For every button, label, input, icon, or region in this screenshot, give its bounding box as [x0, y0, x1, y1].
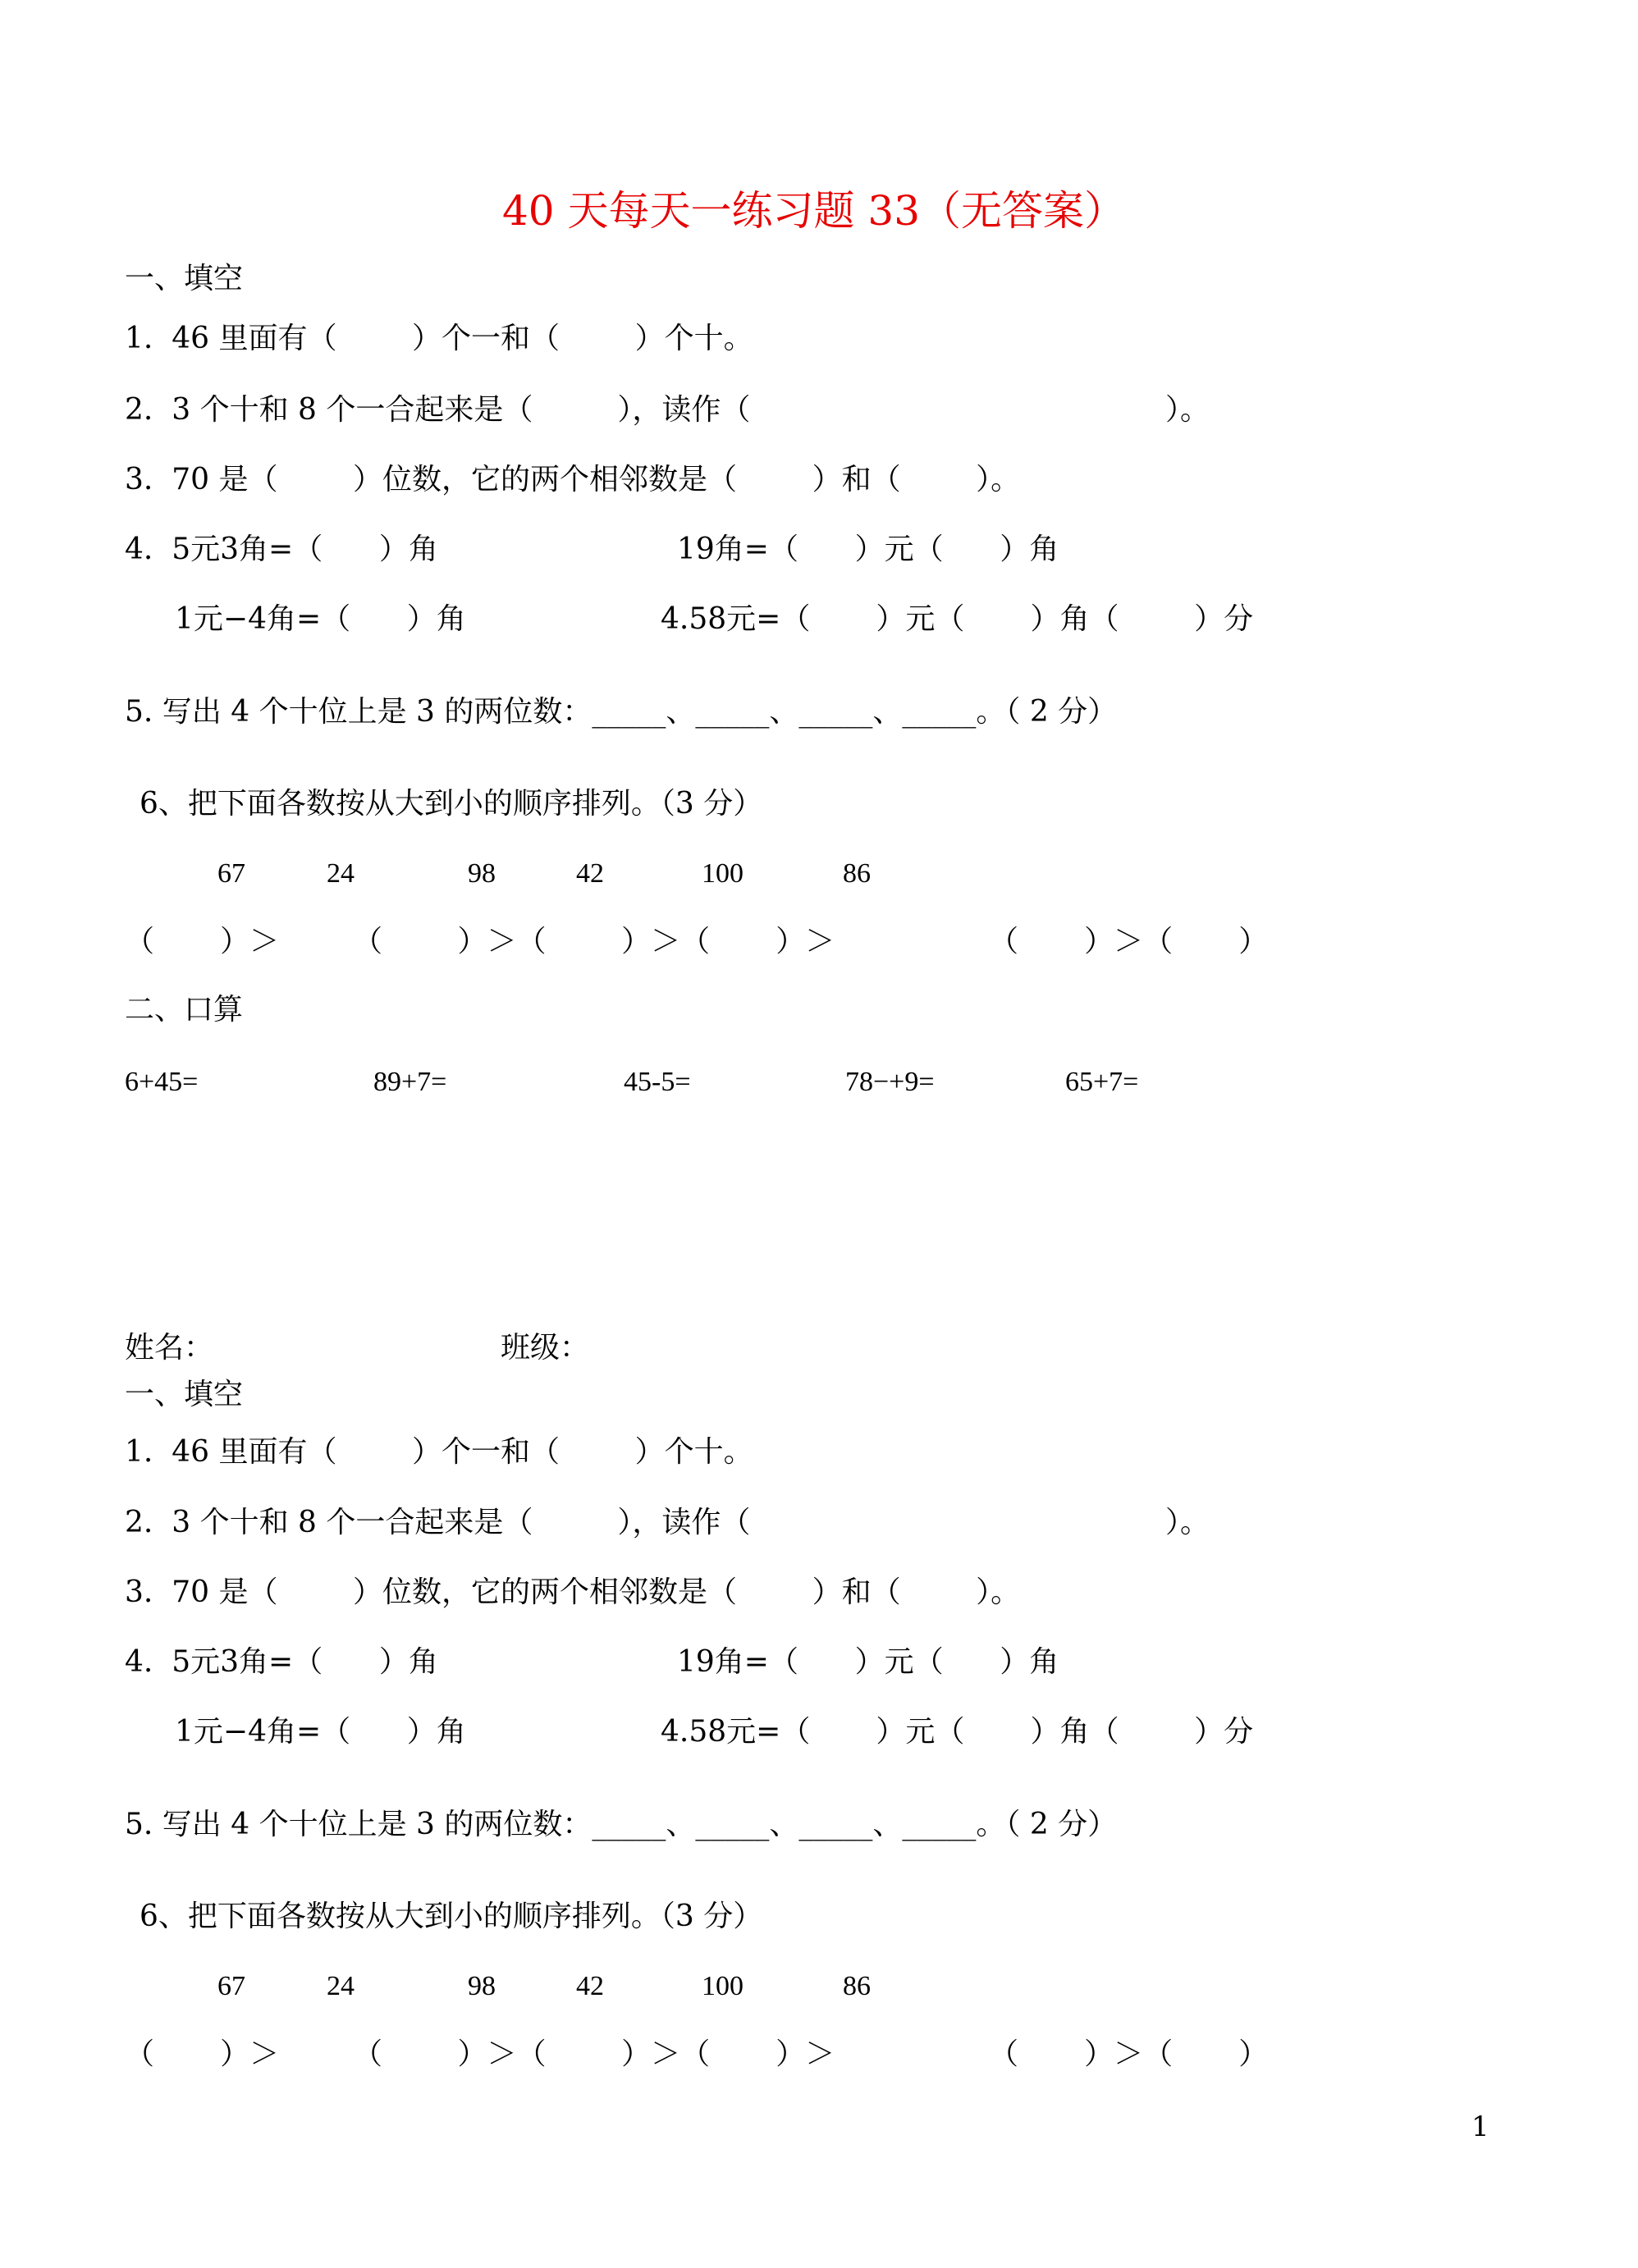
number-item: 67: [217, 1971, 245, 2001]
class-label: 班级：: [501, 1331, 590, 1365]
question-2: 2. 3 个十和 8 个一合起来是（ ），读作（: [125, 1506, 751, 1539]
mental-item: 89+7=: [373, 1067, 447, 1097]
order-line-a: （ ）＞: [125, 925, 280, 958]
name-label: 姓名：: [125, 1331, 214, 1365]
mental-item: 45-5=: [624, 1067, 691, 1097]
number-item: 24: [327, 858, 355, 889]
number-item: 98: [468, 1971, 496, 2001]
number-item: 42: [576, 858, 604, 889]
section-heading-fill: 一、填空: [125, 262, 244, 295]
page-number: 1: [1471, 2110, 1489, 2143]
page-title: 40 天每天一练习题 33（无答案）: [502, 187, 1126, 235]
question-6: 6、把下面各数按从大到小的顺序排列。（3 分）: [140, 787, 763, 821]
mental-item: 78−+9=: [845, 1067, 935, 1097]
order-line-c: （ ）＞（ ）: [989, 925, 1269, 958]
question-3: 3. 70 是（ ）位数，它的两个相邻数是（ ）和（ ）。: [125, 1575, 1021, 1609]
order-line-b: （ ）＞（ ）＞（ ）＞: [353, 2037, 835, 2071]
question-3: 3. 70 是（ ）位数，它的两个相邻数是（ ）和（ ）。: [125, 463, 1021, 496]
question-4a-left: 4. 5元3角=（ ）角: [125, 533, 438, 566]
mental-item: 65+7=: [1065, 1067, 1139, 1097]
section-heading-mental: 二、口算: [125, 993, 244, 1027]
question-4b-left: 1元−4角=（ ）角: [175, 602, 466, 636]
number-item: 67: [217, 858, 245, 889]
question-4a-left: 4. 5元3角=（ ）角: [125, 1645, 438, 1679]
number-item: 100: [702, 858, 744, 889]
number-item: 100: [702, 1971, 744, 2001]
number-item: 98: [468, 858, 496, 889]
question-1: 1. 46 里面有（ ）个一和（ ）个十。: [125, 1435, 753, 1469]
question-2-end: ）。: [1165, 1506, 1210, 1539]
number-item: 86: [843, 858, 871, 889]
question-4b-right: 4.58元=（ ）元（ ）角（ ）分: [661, 1715, 1254, 1749]
number-item: 42: [576, 1971, 604, 2001]
question-4b-right: 4.58元=（ ）元（ ）角（ ）分: [661, 602, 1254, 636]
question-6: 6、把下面各数按从大到小的顺序排列。（3 分）: [140, 1900, 763, 1933]
question-4a-right: 19角=（ ）元（ ）角: [677, 533, 1059, 566]
question-4b-left: 1元−4角=（ ）角: [175, 1715, 466, 1749]
question-1: 1. 46 里面有（ ）个一和（ ）个十。: [125, 322, 753, 355]
section-heading-fill: 一、填空: [125, 1378, 244, 1411]
question-2-end: ）。: [1165, 393, 1210, 427]
question-5: 5. 写出 4 个十位上是 3 的两位数：_____、_____、_____、_____。（ 2 分）: [125, 1808, 1118, 1841]
order-line-c: （ ）＞（ ）: [989, 2037, 1269, 2071]
order-line-a: （ ）＞: [125, 2037, 280, 2071]
order-line-b: （ ）＞（ ）＞（ ）＞: [353, 925, 835, 958]
number-item: 86: [843, 1971, 871, 2001]
question-2: 2. 3 个十和 8 个一合起来是（ ），读作（: [125, 393, 751, 427]
question-5: 5. 写出 4 个十位上是 3 的两位数：_____、_____、_____、_____。（ 2 分）: [125, 695, 1118, 729]
number-item: 24: [327, 1971, 355, 2001]
mental-item: 6+45=: [125, 1067, 199, 1097]
question-4a-right: 19角=（ ）元（ ）角: [677, 1645, 1059, 1679]
